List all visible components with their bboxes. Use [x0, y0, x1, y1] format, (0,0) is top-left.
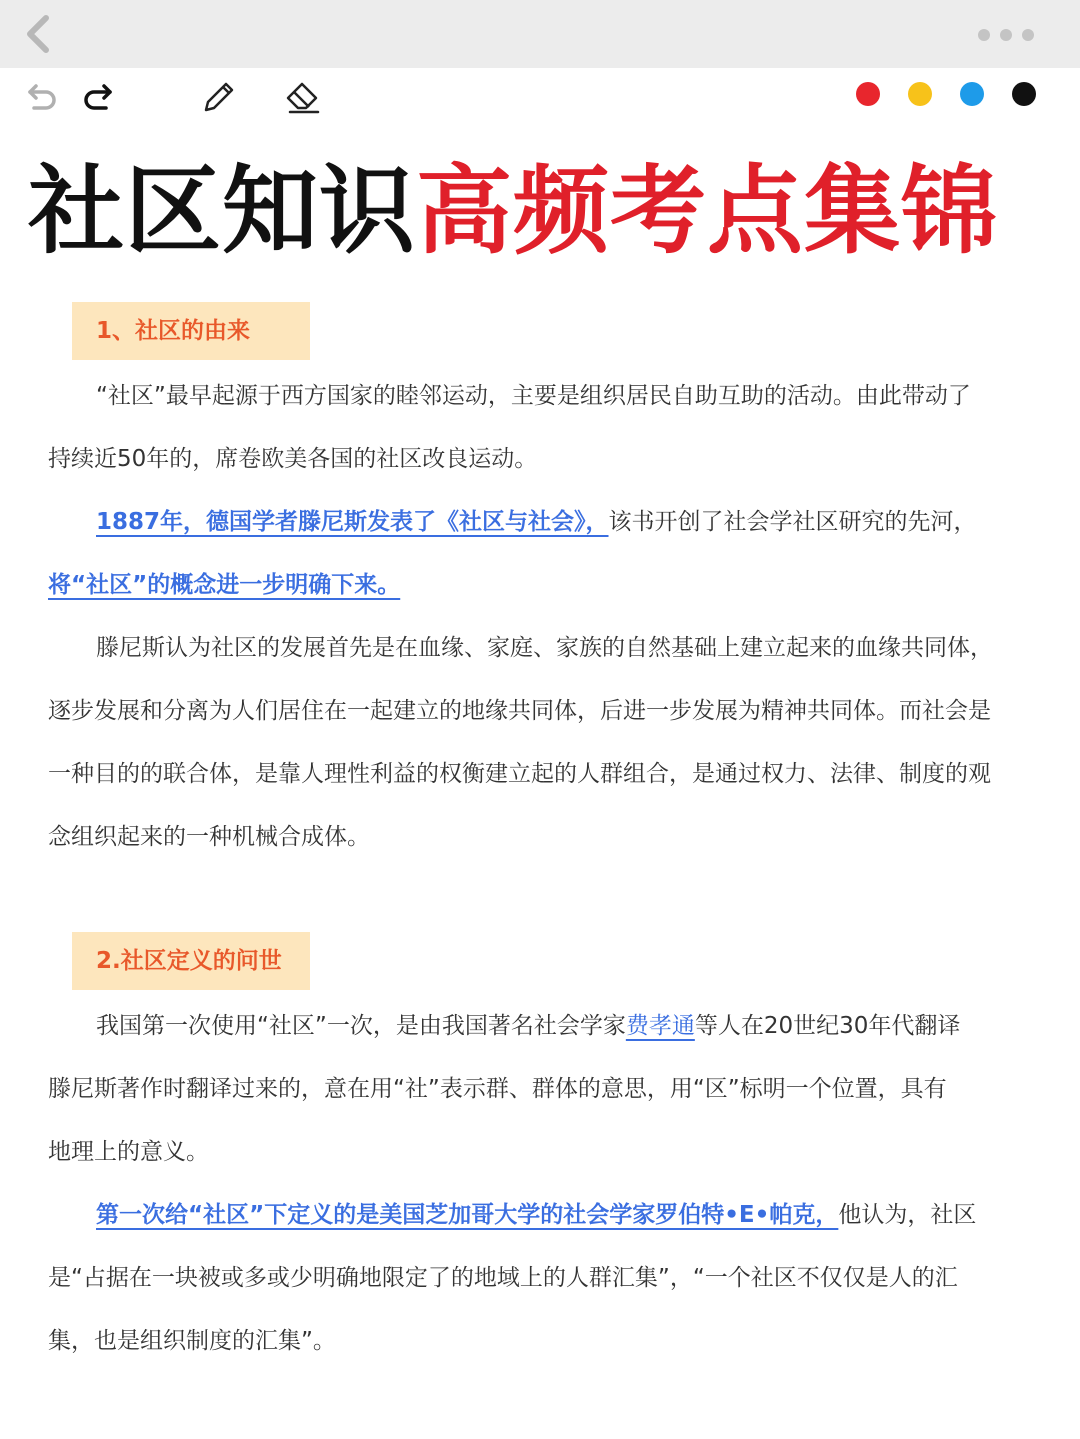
section-2-header: 2.社区定义的问世	[72, 932, 310, 990]
paragraph-text: 等人在20世纪30年代翻译	[694, 1013, 961, 1039]
eraser-icon	[282, 76, 322, 116]
paragraph-line: 一种目的的联合体，是靠人理性利益的权衡建立起的人群组合，是通过权力、法律、制度的观	[48, 761, 991, 787]
redo-icon	[78, 76, 118, 116]
section-1-paragraph-1	[48, 365, 1048, 491]
paragraph-line	[48, 1184, 1048, 1247]
title-part-black: 社区知识	[28, 154, 416, 267]
paragraph-line: “社区”最早起源于西方国家的睦邻运动，主要是组织居民自助互助的活动。由此带动了	[96, 383, 971, 409]
paragraph-text: 他认为，社区	[838, 1202, 977, 1228]
chevron-left-icon	[18, 12, 58, 56]
paragraph-text: 我国第一次使用“社区”一次，是由我国著名社会学家	[96, 1013, 626, 1039]
section-1-header: 1、社区的由来	[72, 302, 310, 360]
highlighted-text: 将“社区”的概念进一步明确下来。	[48, 572, 401, 598]
paragraph-line: 持续近50年的，席卷欧美各国的社区改良运动。	[48, 446, 538, 472]
eraser-tool-button[interactable]	[282, 76, 322, 116]
paragraph-line	[48, 995, 1048, 1058]
pencil-tool-button[interactable]	[198, 76, 238, 116]
redo-button[interactable]	[78, 76, 118, 116]
paragraph-line: 逐步发展和分离为人们居住在一起建立的地缘共同体，后进一步发展为精神共同体。而社会是	[48, 698, 991, 724]
paragraph-line: 滕尼斯认为社区的发展首先是在血缘、家庭、家族的自然基础上建立起来的血缘共同体，	[96, 635, 993, 661]
annotation-toolbar	[0, 68, 1080, 124]
paragraph-line: 集，也是组织制度的汇集”。	[48, 1328, 336, 1354]
color-black-swatch[interactable]	[1012, 82, 1036, 106]
undo-icon	[22, 76, 62, 116]
section-2-paragraph-1	[48, 995, 1048, 1184]
paragraph-line: 地理上的意义。	[48, 1139, 209, 1165]
fei-xiaotong-link[interactable]: 费孝通	[625, 1013, 695, 1039]
paragraph-text: 该书开创了社会学社区研究的先河，	[608, 509, 977, 535]
more-options-button[interactable]	[970, 18, 1042, 52]
paragraph-line	[48, 554, 1048, 617]
section-2-paragraph-2	[48, 1184, 1048, 1373]
paragraph-line: 念组织起来的一种机械合成体。	[48, 824, 370, 850]
page-title	[28, 146, 1058, 276]
section-1-paragraph-3	[48, 617, 1048, 869]
color-blue-swatch[interactable]	[960, 82, 984, 106]
color-red-swatch[interactable]	[856, 82, 880, 106]
paragraph-line	[48, 491, 1048, 554]
top-nav-bar	[0, 0, 1080, 68]
color-yellow-swatch[interactable]	[908, 82, 932, 106]
paragraph-line: 滕尼斯著作时翻译过来的，意在用“社”表示群、群体的意思，用“区”标明一个位置，具有	[48, 1076, 947, 1102]
ellipsis-icon	[970, 18, 1042, 52]
highlighted-text: 1887年，德国学者滕尼斯发表了《社区与社会》，	[96, 509, 609, 535]
pencil-icon	[198, 76, 238, 116]
highlighted-text: 第一次给“社区”下定义的是美国芝加哥大学的社会学家罗伯特•E•帕克，	[96, 1202, 839, 1228]
back-button[interactable]	[18, 12, 58, 56]
paragraph-line: 是“占据在一块被或多或少明确地限定了的地域上的人群汇集”，“一个社区不仅仅是人的汇	[48, 1265, 958, 1291]
section-1-paragraph-2	[48, 491, 1048, 617]
undo-button[interactable]	[22, 76, 62, 116]
title-part-red: 高频考点集锦	[416, 154, 998, 267]
